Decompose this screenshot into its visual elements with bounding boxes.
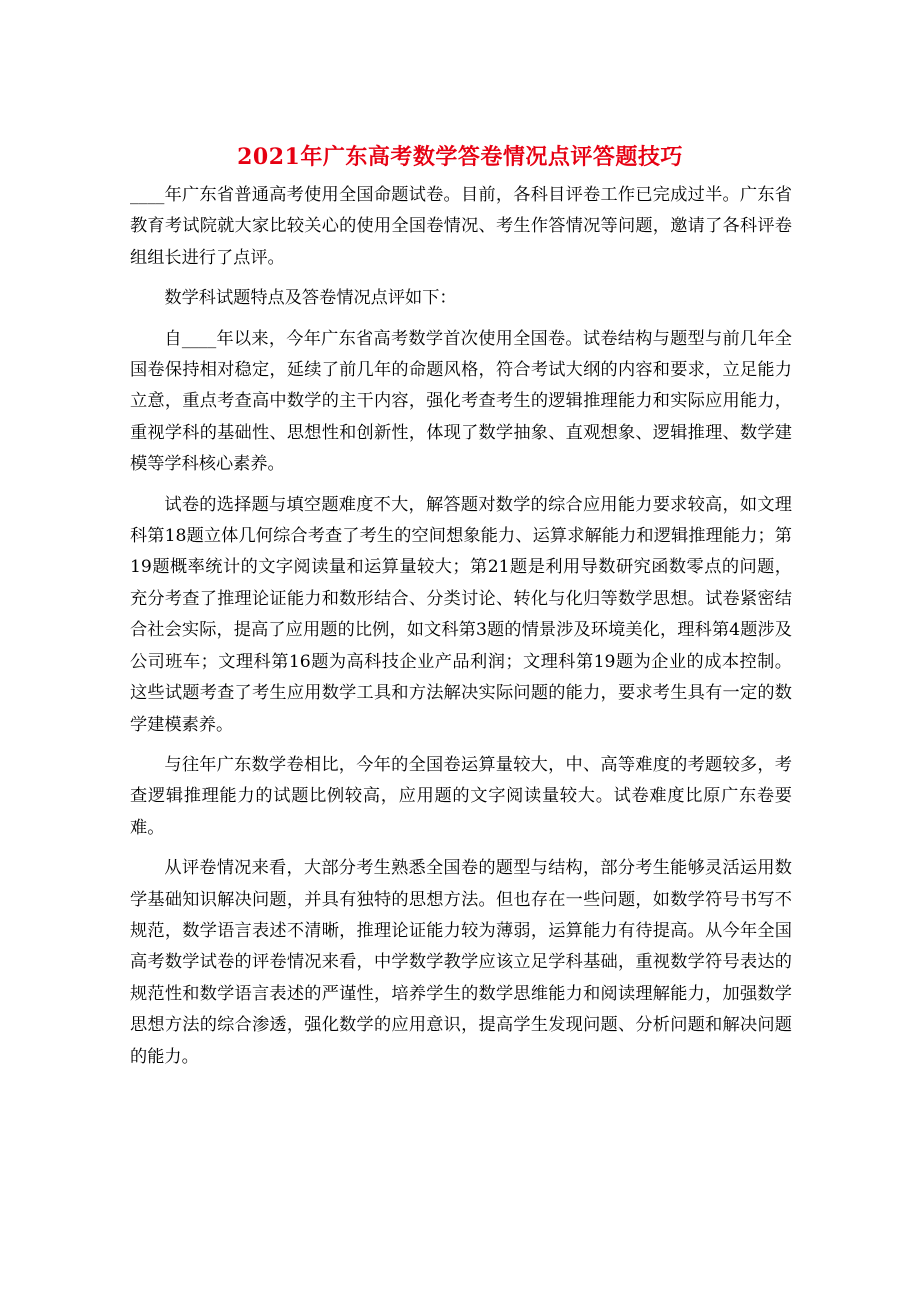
paragraph-section-lead: 数学科试题特点及答卷情况点评如下： xyxy=(164,288,457,309)
paragraph-comparison: 与往年广东数学卷相比，今年的全国卷运算量较大，中、高等难度的考题较多，考查逻辑推理能力的试题比例较高，应用题的文字阅读量较大。试卷难度比原广东卷要难。 xyxy=(130,754,792,838)
paragraph-question-analysis: 试卷的选择题与填空题难度不大，解答题对数学的综合应用能力要求较高，如文理科第18题立体几何综合考查了考生的空间想象能力、运算求解能力和逻辑推理能力；第19题概率统计的文字阅读量和运算量较大；第21题是利用导数研究函数零点的问题，充分考查了推理论证能力和数形结合、分类讨论、转化与化归等数学思想。试卷紧密结合社会实际，提高了应用题的比例，如文科第3题的情景涉及环境美化，理科第4题涉及公司班车；文理科第16题为高科技企业产品利润；文理科第19题为企业的成本控制。这些试题考查了考生应用数学工具和方法解决实际问题的能力，要求考生具有一定的数学建模素养。 xyxy=(130,494,792,735)
paragraph-exam-structure: 自____年以来，今年广东省高考数学首次使用全国卷。试卷结构与题型与前几年全国卷保持相对稳定，延续了前几年的命题风格，符合考试大纲的内容和要求，立足能力立意，重点考查高中数学的主干内容，强化考查考生的逻辑推理能力和实际应用能力，重视学科的基础性、思想性和创新性，体现了数学抽象、直观想象、逻辑推理、数学建模等学科核心素养。 xyxy=(130,328,792,475)
document-body xyxy=(130,180,792,1082)
document-title: 2021年广东高考数学答卷情况点评答题技巧 xyxy=(237,144,683,170)
paragraph-intro: ____年广东省普通高考使用全国命题试卷。目前，各科目评卷工作已完成过半。广东省教育考试院就大家比较关心的使用全国卷情况、考生作答情况等问题，邀请了各科评卷组组长进行了点评。 xyxy=(130,185,792,268)
paragraph-grading-summary: 从评卷情况来看，大部分考生熟悉全国卷的题型与结构，部分考生能够灵活运用数学基础知识解决问题，并具有独特的思想方法。但也存在一些问题，如数学符号书写不规范，数学语言表述不清晰，推理论证能力较为薄弱，运算能力有待提高。从今年全国高考数学试卷的评卷情况来看，中学数学教学应该立足学科基础，重视数学符号表达的规范性和数学语言表述的严谨性，培养学生的数学思维能力和阅读理解能力，加强数学思想方法的综合渗透，强化数学的应用意识，提高学生发现问题、分析问题和解决问题的能力。 xyxy=(130,858,792,1067)
